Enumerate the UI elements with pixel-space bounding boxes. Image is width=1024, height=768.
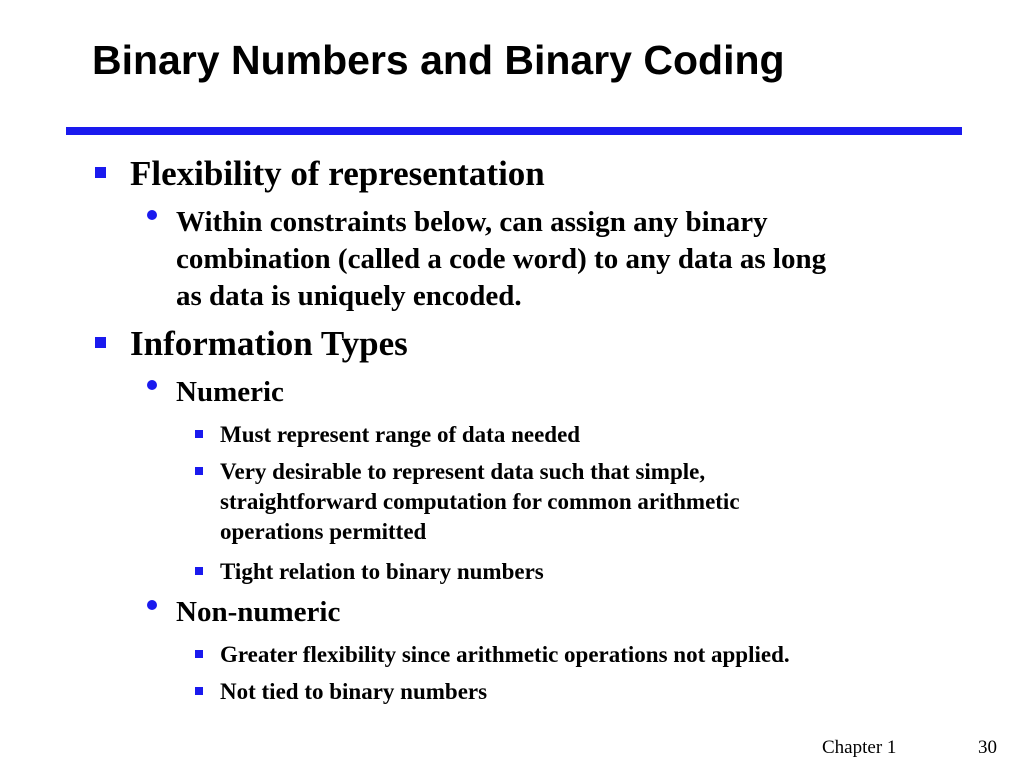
bullet-flexibility: Flexibility of representation	[130, 154, 545, 193]
sub-sub-bullet-line: Must represent range of data needed	[220, 422, 581, 447]
sub-bullet-non-numeric: Non-numeric	[176, 596, 341, 628]
slide-title: Binary Numbers and Binary Coding	[92, 37, 785, 83]
square-bullet-icon	[95, 337, 106, 348]
sub-sub-bullet-line: Tight relation to binary numbers	[220, 559, 544, 584]
bullet-information-types: Information Types	[130, 324, 408, 363]
round-bullet-icon	[147, 380, 157, 390]
sub-sub-bullet-line: operations permitted	[220, 519, 427, 544]
round-bullet-icon	[147, 210, 157, 220]
sub-sub-bullet-line: Very desirable to represent data such that simple,	[220, 459, 706, 484]
square-bullet-icon	[195, 467, 203, 475]
square-bullet-icon	[95, 167, 106, 178]
round-bullet-icon	[147, 600, 157, 610]
square-bullet-icon	[195, 687, 203, 695]
sub-bullet-numeric: Numeric	[176, 376, 284, 408]
sub-sub-bullet-line: Greater flexibility since arithmetic operations not applied.	[220, 642, 790, 667]
title-divider	[66, 127, 962, 135]
square-bullet-icon	[195, 567, 203, 575]
footer-chapter: Chapter 1	[822, 737, 897, 758]
square-bullet-icon	[195, 650, 203, 658]
sub-sub-bullet-line: straightforward computation for common arithmetic	[220, 489, 740, 514]
sub-bullet-line: combination (called a code word) to any data as long	[176, 243, 827, 275]
sub-sub-bullet-line: Not tied to binary numbers	[220, 679, 488, 704]
footer-page-number: 30	[978, 737, 997, 758]
sub-bullet-line: as data is uniquely encoded.	[176, 280, 522, 312]
square-bullet-icon	[195, 430, 203, 438]
sub-bullet-line: Within constraints below, can assign any binary	[176, 206, 768, 238]
